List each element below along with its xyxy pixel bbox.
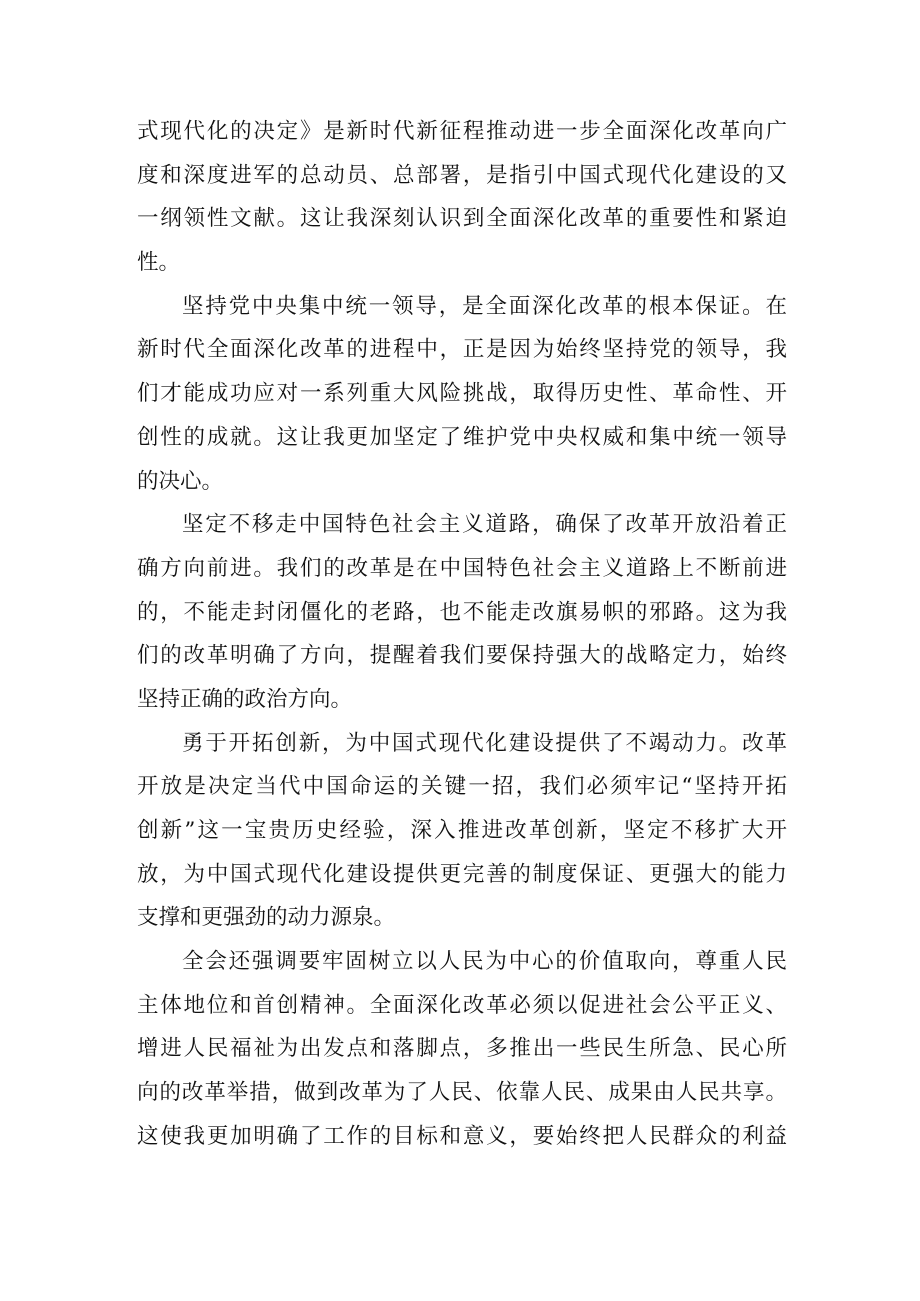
document-body bbox=[137, 110, 787, 1159]
text-line: 坚定不移走中国特色社会主义道路，确保了改革开放沿着正 bbox=[182, 512, 787, 538]
text-line: 度和深度进军的总动员、总部署，是指引中国式现代化建设的又 bbox=[137, 162, 787, 188]
paragraph-5 bbox=[137, 940, 787, 1158]
text-line: 主体地位和首创精神。全面深化改革必须以促进社会公平正义、 bbox=[137, 992, 787, 1018]
paragraph-2 bbox=[137, 285, 787, 503]
text-line: 的决心。 bbox=[137, 468, 224, 494]
text-line: 确方向前进。我们的改革是在中国特色社会主义道路上不断前进 bbox=[137, 555, 787, 581]
text-line: 全会还强调要牢固树立以人民为中心的价值取向，尊重人民 bbox=[182, 949, 787, 975]
text-line: 新时代全面深化改革的进程中，正是因为始终坚持党的领导，我 bbox=[137, 337, 787, 363]
text-line: 性。 bbox=[137, 250, 181, 276]
text-line: 放，为中国式现代化建设提供更完善的制度保证、更强大的能力 bbox=[137, 861, 787, 887]
text-line: 坚持党中央集中统一领导，是全面深化改革的根本保证。在 bbox=[182, 293, 787, 319]
paragraph-1 bbox=[137, 110, 787, 285]
text-line: 一纲领性文献。这让我深刻认识到全面深化改革的重要性和紧迫 bbox=[137, 206, 787, 232]
text-line: 创新”这一宝贵历史经验，深入推进改革创新，坚定不移扩大开 bbox=[137, 818, 787, 843]
text-line: 坚持正确的政治方向。 bbox=[137, 686, 353, 712]
text-line: 们才能成功应对一系列重大风险挑战，取得历史性、革命性、开 bbox=[137, 381, 787, 407]
text-line: 开放是决定当代中国命运的关键一招，我们必须牢记“坚持开拓 bbox=[137, 774, 787, 800]
text-line: 式现代化的决定》是新时代新征程推动进一步全面深化改革向广 bbox=[137, 119, 787, 144]
text-line: 们的改革明确了方向，提醒着我们要保持强大的战略定力，始终 bbox=[137, 643, 787, 669]
text-line: 的，不能走封闭僵化的老路，也不能走改旗易帜的邪路。这为我 bbox=[137, 599, 787, 625]
text-line: 这使我更加明确了工作的目标和意义，要始终把人民群众的利益 bbox=[137, 1123, 787, 1149]
text-line: 创性的成就。这让我更加坚定了维护党中央权威和集中统一领导 bbox=[137, 424, 787, 450]
text-line: 向的改革举措，做到改革为了人民、依靠人民、成果由人民共享。 bbox=[137, 1080, 787, 1106]
text-line: 增进人民福祉为出发点和落脚点，多推出一些民生所急、民心所 bbox=[137, 1036, 787, 1062]
paragraph-4 bbox=[137, 722, 787, 940]
text-line: 支撑和更强劲的动力源泉。 bbox=[137, 905, 396, 931]
text-line: 勇于开拓创新，为中国式现代化建设提供了不竭动力。改革 bbox=[182, 730, 787, 756]
paragraph-3 bbox=[137, 503, 787, 721]
